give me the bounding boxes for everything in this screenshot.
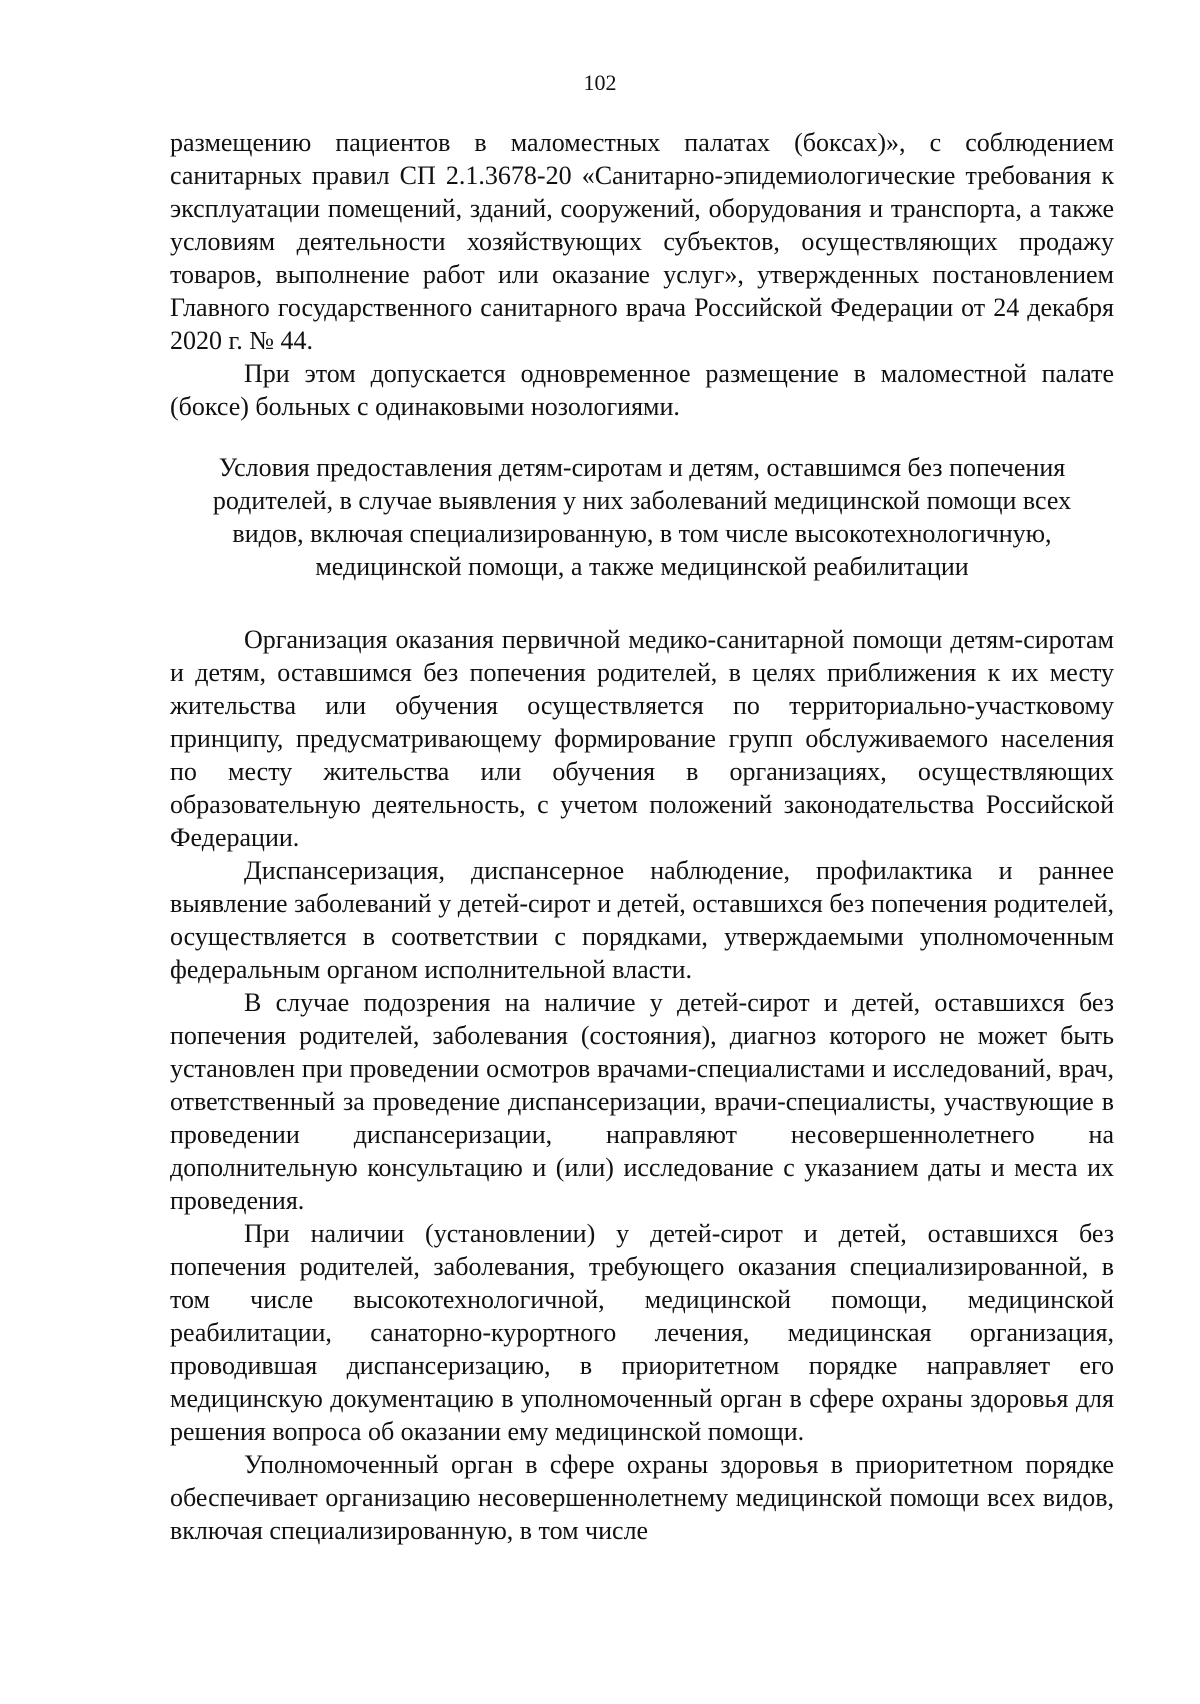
section-heading-line: Условия предоставления детям-сиротам и детям, оставшимся без попечения (218, 453, 1066, 482)
document-body (170, 126, 1114, 1547)
section-heading-line: родителей, в случае выявления у них заболеваний медицинской помощи всех (212, 486, 1072, 515)
paragraph-placement-note: При этом допускается одновременное размещение в маломестной палате (боксе) больных с одинаковыми нозологиями. (170, 359, 1114, 421)
paragraph-continuation: размещению пациентов в маломестных палатах (боксах)», с соблюдением санитарных правил СП 2.1.3678-20 «Санитарно-эпидемиологические требования к эксплуатации помещений, зданий, сооружений, оборудования и транспорта, а также условиям деятельности хозяйствующих субъектов, осуществляющих продажу товаров, выполнение работ или оказание услуг», утвержденных постановлением Главного государственного санитарного врача Российской Федерации от 24 декабря 2020 г. № 44. (170, 128, 1114, 355)
paragraph-primary-care: Организация оказания первичной медико-санитарной помощи детям-сиротам и детям, оставшимся без попечения родителей, в целях приближения к их месту жительства или обучения осуществляется по территориально-участковому принципу, предусматривающему формирование групп обслуживаемого населения по месту жительства или обучения в организациях, осуществляющих образовательную деятельность, с учетом положений законодательства Российской Федерации. (170, 625, 1114, 852)
paragraph-specialized-care: При наличии (установлении) у детей-сирот и детей, оставшихся без попечения родителей, заболевания, требующего оказания специализированной, в том числе высокотехнологичной, медицинской помощи, медицинской реабилитации, санаторно-курортного лечения, медицинская организация, проводившая диспансеризацию, в приоритетном порядке направляет его медицинскую документацию в уполномоченный орган в сфере охраны здоровья для решения вопроса об оказании ему медицинской помощи. (170, 1219, 1114, 1446)
section-heading (170, 451, 1114, 583)
paragraph-dispensary: Диспансеризация, диспансерное наблюдение, профилактика и раннее выявление заболеваний у детей-сирот и детей, оставшихся без попечения родителей, осуществляется в соответствии с порядками, утверждаемыми уполномоченным федеральным органом исполнительной власти. (170, 856, 1114, 984)
section-heading-line: медицинской помощи, а также медицинской реабилитации (315, 552, 969, 581)
section-heading-line: видов, включая специализированную, в том числе высокотехнологичную, (232, 519, 1052, 548)
paragraph-authorized-body: Уполномоченный орган в сфере охраны здоровья в приоритетном порядке обеспечивает организацию несовершеннолетнему медицинской помощи всех видов, включая специализированную, в том числе (170, 1450, 1114, 1545)
paragraph-suspicion: В случае подозрения на наличие у детей-сирот и детей, оставшихся без попечения родителей, заболевания (состояния), диагноз которого не может быть установлен при проведении осмотров врачами-специалистами и исследований, врач, ответственный за проведение диспансеризации, врачи-специалисты, участвующие в проведении диспансеризации, направляют несовершеннолетнего на дополнительную консультацию и (или) исследование с указанием даты и места их проведения. (170, 988, 1114, 1215)
page-number: 102 (583, 70, 617, 95)
